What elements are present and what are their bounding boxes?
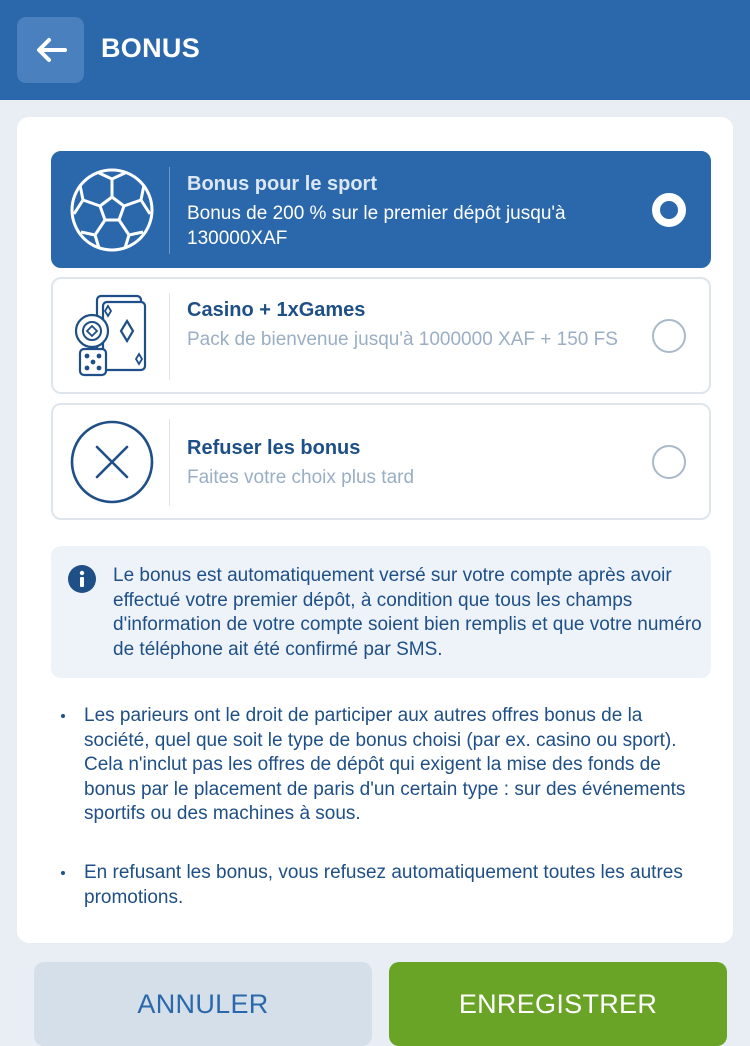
arrow-left-icon (35, 37, 67, 63)
bonus-option-refuse[interactable] (51, 403, 711, 520)
info-icon (68, 565, 96, 593)
option-divider (169, 293, 170, 380)
option-divider (169, 419, 170, 506)
close-circle-icon (68, 418, 156, 506)
bullet-dot (61, 714, 65, 718)
option-title: Refuser les bonus (187, 437, 361, 459)
option-description: Bonus de 200 % sur le premier dépôt jusqu'à 130000XAF (187, 203, 566, 249)
app-header (0, 0, 750, 100)
casino-cards-chip-dice-icon (68, 292, 156, 380)
page-title: BONUS (101, 33, 201, 63)
cancel-button[interactable]: ANNULER (34, 962, 372, 1046)
radio-unselected[interactable] (652, 319, 686, 353)
option-divider (169, 167, 170, 254)
bullet-dot (61, 871, 65, 875)
soccer-ball-icon (68, 166, 156, 254)
save-button[interactable]: ENREGISTRER (389, 962, 727, 1046)
note-text: Les parieurs ont le droit de participer aux autres offres bonus de la société, quel que soit le type de bonus choisi (par ex. casino ou sport). Cela n'inclut pas les offres de dépôt qui exigent la mise des fonds de bonus par le placement de paris d'un certain type : sur des événements sportifs ou des machines à sous. (84, 705, 686, 824)
option-description: Pack de bienvenue jusqu'à 1000000 XAF + 150 FS (187, 329, 618, 350)
info-text: Le bonus est automatiquement versé sur votre compte après avoir effectué votre premier dépôt, à condition que tous les champs d'information de votre compte soient bien remplis et que votre numéro de téléphone ait été confirmé par SMS. (113, 565, 702, 660)
option-title: Casino + 1xGames (187, 299, 366, 321)
option-description: Faites votre choix plus tard (187, 467, 415, 488)
option-title: Bonus pour le sport (187, 173, 377, 195)
bonus-option-casino[interactable] (51, 277, 711, 394)
note-text: En refusant les bonus, vous refusez automatiquement toutes les autres promotions. (84, 862, 683, 908)
info-box (51, 546, 711, 678)
bonus-option-sport[interactable] (51, 151, 711, 268)
radio-selected[interactable] (652, 193, 686, 227)
radio-unselected[interactable] (652, 445, 686, 479)
bonus-card (17, 117, 733, 943)
back-button[interactable] (17, 17, 84, 83)
